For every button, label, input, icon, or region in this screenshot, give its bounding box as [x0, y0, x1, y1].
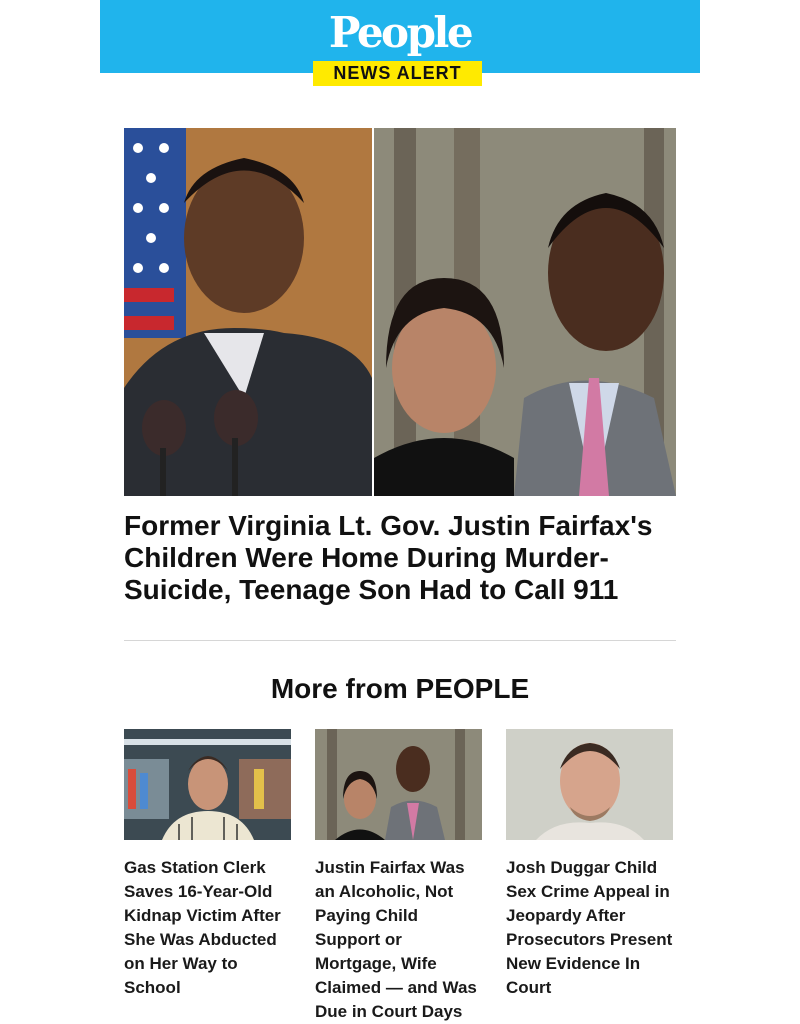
article-card[interactable] — [124, 729, 292, 1000]
people-logo[interactable]: People — [328, 8, 472, 57]
news-alert-badge: NEWS ALERT — [313, 61, 482, 86]
hero-photo-icon — [124, 128, 676, 496]
article-thumbnail[interactable] — [506, 729, 673, 840]
article-thumbnail[interactable] — [124, 729, 291, 840]
article-title[interactable]: Gas Station Clerk Saves 16-Year-Old Kidnap Victim After She Was Abducted on Her Way to School — [124, 858, 281, 997]
article-card[interactable] — [315, 729, 483, 1024]
hero-image[interactable] — [124, 128, 676, 496]
more-section-title: More from PEOPLE — [270, 673, 530, 704]
article-title[interactable]: Josh Duggar Child Sex Crime Appeal in Jeopardy After Prosecutors Present New Evidence In Court — [506, 858, 673, 997]
article-title[interactable]: Justin Fairfax Was an Alcoholic, Not Paying Child Support or Mortgage, Wife Claimed — and Was Due in Court Days — [315, 858, 477, 1021]
article-thumbnail[interactable] — [315, 729, 482, 840]
section-divider — [124, 640, 676, 641]
hero-headline[interactable]: Former Virginia Lt. Gov. Justin Fairfax's Children Were Home During Murder-Suicide, Teenage Son Had to Call 911 — [124, 510, 653, 605]
article-card[interactable] — [506, 729, 674, 1000]
